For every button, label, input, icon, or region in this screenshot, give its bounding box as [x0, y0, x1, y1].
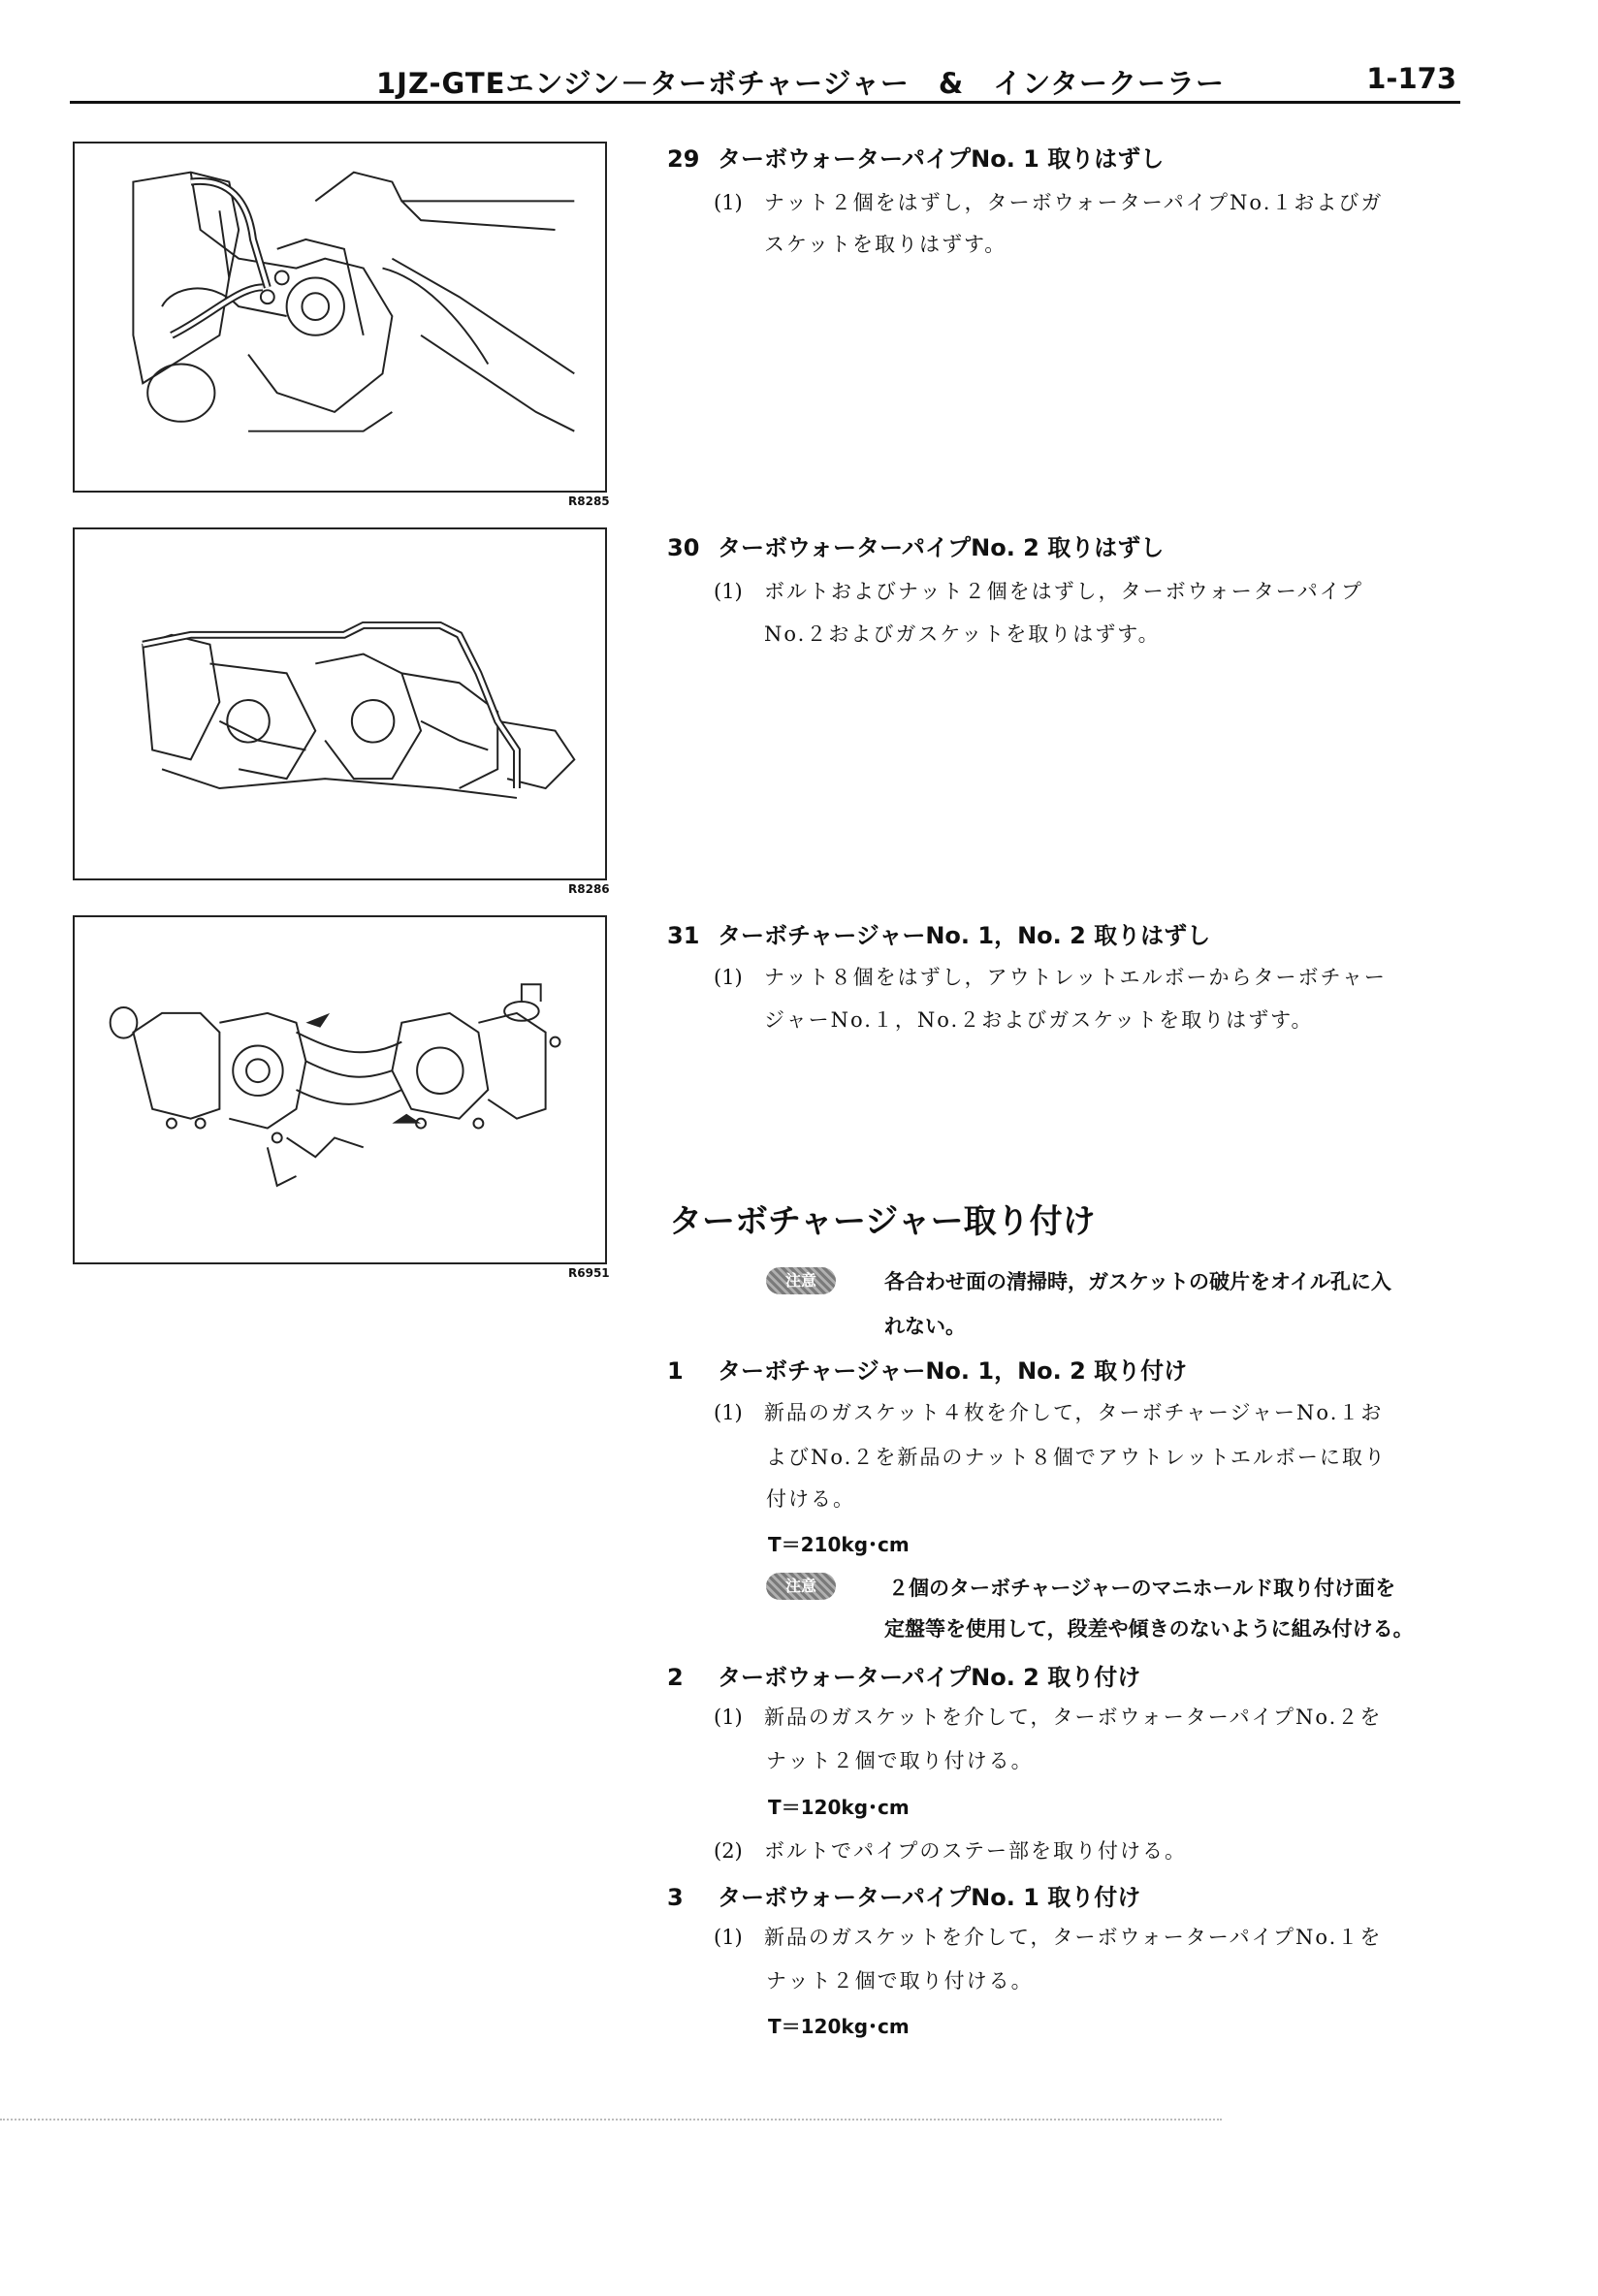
step-number: 3: [667, 1884, 684, 1911]
caution-badge: 注意: [766, 1267, 836, 1294]
sub-step-line: スケットを取りはずす。: [764, 233, 1007, 256]
figure-code: R8286: [568, 882, 610, 896]
turbo-water-pipe-no2-illustration: [75, 529, 605, 878]
sub-step-text: 新品のガスケットを介して，ターボウォーターパイプNo.２を: [764, 1706, 1383, 1729]
footer-dotted-rule: [0, 2119, 1222, 2121]
sub-step-marker: (1): [714, 966, 743, 989]
sub-step-text: ナット２個をはずし，ターボウォーターパイプNo.１およびガ: [764, 191, 1384, 214]
sub-step-text: ナット８個をはずし，アウトレットエルボーからターボチャー: [764, 966, 1387, 989]
sub-step-marker: (2): [714, 1839, 743, 1863]
step-title: ターボウォーターパイプNo. 2 取り付け: [718, 1664, 1141, 1691]
step-title: ターボチャージャーNo. 1，No. 2 取り付け: [718, 1357, 1188, 1385]
torque-spec: T＝210kg･cm: [768, 1533, 910, 1556]
sub-step-line: ジャーNo.１，No.２およびガスケットを取りはずす。: [764, 1008, 1314, 1032]
step-number: 31: [667, 922, 700, 949]
sub-step-marker: (1): [714, 580, 743, 603]
header-rule: [70, 101, 1460, 104]
caution-badge: 注意: [766, 1573, 836, 1600]
step-heading-31: [667, 916, 1210, 950]
turbocharger-illustration: [75, 917, 605, 1262]
figure-turbocharger-no1-no2: [73, 915, 607, 1264]
figure-turbo-water-pipe-no1: [73, 142, 607, 493]
sub-step-text: ボルトおよびナット２個をはずし，ターボウォーターパイプ: [764, 580, 1364, 603]
sub-step-line: [714, 1702, 1382, 1731]
page-number: 1-173: [1366, 62, 1456, 95]
sub-step-line: 付ける。: [766, 1487, 855, 1511]
torque-spec: T＝120kg･cm: [768, 1796, 910, 1819]
sub-step-marker: (1): [714, 191, 743, 214]
sub-step-text: ボルトでパイプのステー部を取り付ける。: [764, 1839, 1187, 1863]
figure-turbo-water-pipe-no2: [73, 527, 607, 880]
install-step-heading-3: [667, 1878, 1140, 1912]
caution-text-line: 定盤等を使用して，段差や傾きのないように組み付ける。: [884, 1617, 1414, 1641]
step-title: ターボチャージャーNo. 1，No. 2 取りはずし: [718, 922, 1211, 949]
sub-step-line: [714, 962, 1387, 991]
sub-step-line: [714, 1835, 1187, 1865]
sub-step-line: No.２およびガスケットを取りはずす。: [764, 622, 1161, 646]
caution-text-line: れない。: [884, 1315, 966, 1338]
figure-code: R8285: [568, 494, 610, 508]
sub-step-line: ナット２個で取り付ける。: [766, 1749, 1034, 1772]
sub-step-marker: (1): [714, 1706, 743, 1729]
sub-step-line: [714, 187, 1383, 216]
step-number: 30: [667, 534, 700, 561]
step-title: ターボウォーターパイプNo. 2 取りはずし: [718, 534, 1165, 561]
section-title: ターボチャージャー取り付け: [669, 1202, 1096, 1241]
page-header-title: 1JZ-GTEエンジン－ターボチャージャー & インタークーラー: [376, 67, 1226, 100]
step-number: 1: [667, 1357, 684, 1385]
sub-step-line: よびNo.２を新品のナット８個でアウトレットエルボーに取り: [766, 1446, 1387, 1469]
figure-code: R6951: [568, 1266, 610, 1280]
step-title: ターボウォーターパイプNo. 1 取りはずし: [718, 145, 1165, 173]
torque-spec: T＝120kg･cm: [768, 2015, 910, 2038]
install-step-heading-2: [667, 1658, 1140, 1692]
caution-text-line: ２個のターボチャージャーのマニホールド取り付け面を: [888, 1577, 1396, 1600]
step-heading-29: [667, 140, 1164, 174]
sub-step-line: [714, 1922, 1382, 1951]
install-step-heading-1: [667, 1352, 1187, 1386]
step-number: 2: [667, 1664, 684, 1691]
sub-step-line: ナット２個で取り付ける。: [766, 1969, 1034, 1993]
sub-step-marker: (1): [714, 1401, 743, 1424]
step-number: 29: [667, 145, 700, 173]
caution-text-line: 各合わせ面の清掃時，ガスケットの破片をオイル孔に入: [884, 1270, 1391, 1293]
sub-step-marker: (1): [714, 1926, 743, 1949]
sub-step-text: 新品のガスケットを介して，ターボウォーターパイプNo.１を: [764, 1926, 1383, 1949]
sub-step-text: 新品のガスケット４枚を介して，ターボチャージャーNo.１お: [764, 1401, 1384, 1424]
step-title: ターボウォーターパイプNo. 1 取り付け: [718, 1884, 1141, 1911]
step-heading-30: [667, 528, 1164, 562]
sub-step-line: [714, 576, 1363, 605]
sub-step-line: [714, 1397, 1383, 1426]
turbo-water-pipe-no1-illustration: [75, 144, 605, 491]
